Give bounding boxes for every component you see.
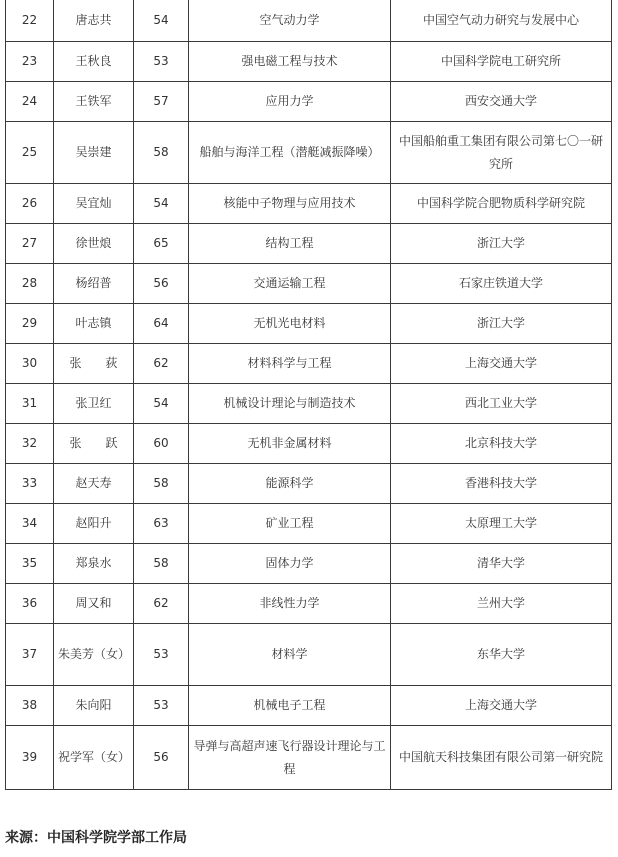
cell-age: 58: [134, 544, 189, 584]
cell-age: 56: [134, 264, 189, 304]
cell-major: 无机光电材料: [189, 304, 391, 344]
cell-org: 浙江大学: [391, 304, 612, 344]
cell-name: 赵天寿: [54, 464, 134, 504]
cell-no: 32: [6, 424, 54, 464]
cell-org: 浙江大学: [391, 224, 612, 264]
cell-name: 叶志镇: [54, 304, 134, 344]
cell-major: 非线性力学: [189, 584, 391, 624]
cell-no: 38: [6, 686, 54, 726]
cell-age: 56: [134, 726, 189, 790]
cell-age: 53: [134, 686, 189, 726]
table-row: [6, 184, 612, 224]
cell-age: 58: [134, 122, 189, 184]
cell-no: 22: [6, 0, 54, 42]
table-row: [6, 686, 612, 726]
cell-no: 27: [6, 224, 54, 264]
cell-no: 31: [6, 384, 54, 424]
cell-name: 唐志共: [54, 0, 134, 42]
cell-age: 64: [134, 304, 189, 344]
cell-major: 矿业工程: [189, 504, 391, 544]
cell-name: 王铁军: [54, 82, 134, 122]
cell-major: 导弹与高超声速飞行器设计理论与工程: [189, 726, 391, 790]
table-row: [6, 504, 612, 544]
cell-name: 张 跃: [54, 424, 134, 464]
source-note: 来源：中国科学院学部工作局: [5, 830, 187, 846]
cell-org: 中国科学院电工研究所: [391, 42, 612, 82]
cell-no: 23: [6, 42, 54, 82]
cell-org: 中国船舶重工集团有限公司第七〇一研究所: [391, 122, 612, 184]
cell-major: 固体力学: [189, 544, 391, 584]
cell-major: 结构工程: [189, 224, 391, 264]
table-row: [6, 82, 612, 122]
table-row: [6, 344, 612, 384]
cell-org: 中国科学院合肥物质科学研究院: [391, 184, 612, 224]
cell-no: 34: [6, 504, 54, 544]
academician-table: [5, 0, 612, 790]
cell-org: 北京科技大学: [391, 424, 612, 464]
cell-no: 37: [6, 624, 54, 686]
cell-name: 张 荻: [54, 344, 134, 384]
cell-age: 65: [134, 224, 189, 264]
cell-no: 30: [6, 344, 54, 384]
cell-age: 62: [134, 344, 189, 384]
cell-name: 杨绍普: [54, 264, 134, 304]
cell-age: 54: [134, 384, 189, 424]
cell-name: 赵阳升: [54, 504, 134, 544]
cell-no: 28: [6, 264, 54, 304]
table-row: [6, 384, 612, 424]
cell-major: 应用力学: [189, 82, 391, 122]
cell-age: 53: [134, 42, 189, 82]
table-row: [6, 544, 612, 584]
table-row: [6, 726, 612, 790]
cell-org: 上海交通大学: [391, 686, 612, 726]
cell-major: 无机非金属材料: [189, 424, 391, 464]
cell-age: 62: [134, 584, 189, 624]
cell-major: 强电磁工程与技术: [189, 42, 391, 82]
cell-no: 39: [6, 726, 54, 790]
cell-age: 53: [134, 624, 189, 686]
cell-no: 25: [6, 122, 54, 184]
table-row: [6, 42, 612, 82]
cell-age: 63: [134, 504, 189, 544]
cell-name: 王秋良: [54, 42, 134, 82]
cell-major: 空气动力学: [189, 0, 391, 42]
cell-org: 东华大学: [391, 624, 612, 686]
cell-no: 29: [6, 304, 54, 344]
cell-no: 35: [6, 544, 54, 584]
cell-org: 兰州大学: [391, 584, 612, 624]
cell-age: 58: [134, 464, 189, 504]
cell-age: 60: [134, 424, 189, 464]
cell-name: 祝学军（女）: [54, 726, 134, 790]
cell-org: 上海交通大学: [391, 344, 612, 384]
cell-no: 26: [6, 184, 54, 224]
cell-org: 中国航天科技集团有限公司第一研究院: [391, 726, 612, 790]
cell-org: 清华大学: [391, 544, 612, 584]
table-row: [6, 584, 612, 624]
cell-no: 24: [6, 82, 54, 122]
cell-name: 郑泉水: [54, 544, 134, 584]
cell-name: 朱向阳: [54, 686, 134, 726]
cell-no: 33: [6, 464, 54, 504]
cell-org: 石家庄铁道大学: [391, 264, 612, 304]
cell-org: 香港科技大学: [391, 464, 612, 504]
table-row: [6, 264, 612, 304]
cell-name: 周又和: [54, 584, 134, 624]
cell-major: 交通运输工程: [189, 264, 391, 304]
cell-age: 57: [134, 82, 189, 122]
cell-age: 54: [134, 184, 189, 224]
table-row: [6, 424, 612, 464]
table-row: [6, 224, 612, 264]
cell-major: 机械电子工程: [189, 686, 391, 726]
cell-major: 机械设计理论与制造技术: [189, 384, 391, 424]
table-row: [6, 122, 612, 184]
cell-name: 吴崇建: [54, 122, 134, 184]
cell-name: 张卫红: [54, 384, 134, 424]
cell-major: 核能中子物理与应用技术: [189, 184, 391, 224]
table-body: [6, 0, 612, 790]
cell-name: 朱美芳（女）: [54, 624, 134, 686]
cell-major: 船舶与海洋工程（潜艇减振降噪）: [189, 122, 391, 184]
table-row: [6, 304, 612, 344]
cell-name: 吴宜灿: [54, 184, 134, 224]
cell-major: 能源科学: [189, 464, 391, 504]
cell-org: 西北工业大学: [391, 384, 612, 424]
cell-org: 西安交通大学: [391, 82, 612, 122]
cell-no: 36: [6, 584, 54, 624]
cell-org: 中国空气动力研究与发展中心: [391, 0, 612, 42]
cell-major: 材料学: [189, 624, 391, 686]
cell-org: 太原理工大学: [391, 504, 612, 544]
cell-name: 徐世烺: [54, 224, 134, 264]
cell-major: 材料科学与工程: [189, 344, 391, 384]
table-row: [6, 464, 612, 504]
table-row: [6, 624, 612, 686]
cell-age: 54: [134, 0, 189, 42]
table-row: [6, 0, 612, 42]
